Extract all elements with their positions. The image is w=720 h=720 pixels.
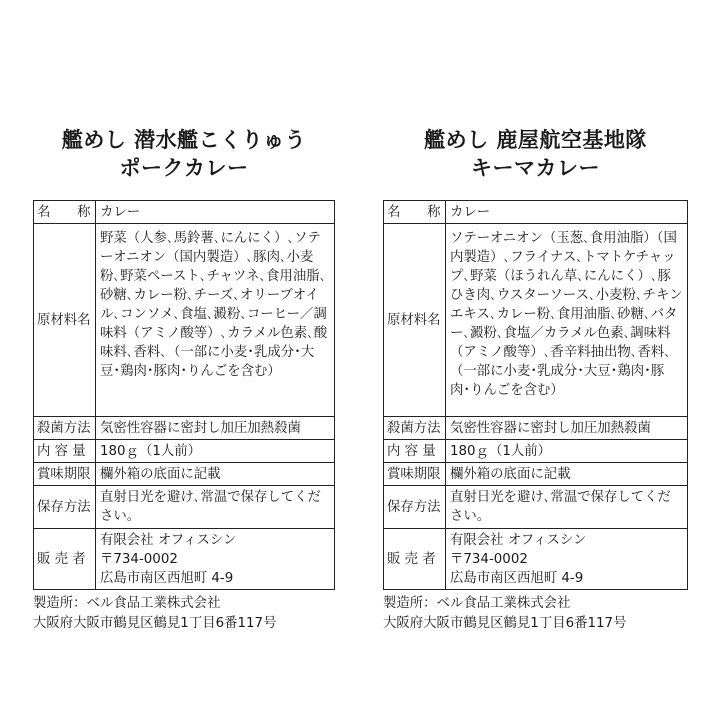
row-content	[384, 440, 688, 463]
row-key: 保存方法	[384, 486, 446, 529]
seller-postcode: 〒734-0002	[100, 551, 178, 567]
row-value: 直射日光を避け､常温で保存してください｡	[96, 486, 335, 529]
row-sterilization	[384, 417, 688, 440]
row-key: 賞味期限	[384, 463, 446, 486]
row-value: 直射日光を避け､常温で保存してください｡	[446, 486, 688, 529]
row-ingredients	[384, 224, 688, 417]
row-key: 原材料名	[384, 224, 446, 417]
row-ingredients	[34, 224, 335, 417]
row-key: 内 容 量	[384, 440, 446, 463]
product-title-line1: 艦めし 潜水艦こくりゅう	[61, 128, 307, 152]
row-value: 180ｇ（1人前）	[96, 440, 335, 463]
row-content	[34, 440, 335, 463]
seller-address: 広島市南区西旭町 4-9	[450, 570, 584, 586]
seller-company: 有限会社 オフィスシン	[450, 532, 587, 548]
manufacturer-info	[383, 594, 626, 634]
seller-postcode: 〒734-0002	[450, 551, 528, 567]
row-key: 原材料名	[34, 224, 96, 417]
row-value	[96, 529, 335, 590]
row-key: 保存方法	[34, 486, 96, 529]
manufacturer-address: 大阪府大阪市鶴見区鶴見1丁目6番117号	[33, 616, 277, 631]
manufacturer-info	[33, 594, 276, 634]
row-key: 内 容 量	[34, 440, 96, 463]
row-value: 気密性容器に密封し加圧加熱殺菌	[96, 417, 335, 440]
row-sterilization	[34, 417, 335, 440]
row-expiry	[34, 463, 335, 486]
row-value: 気密性容器に密封し加圧加熱殺菌	[446, 417, 688, 440]
row-key: 販 売 者	[384, 529, 446, 590]
row-value: 欄外箱の底面に記載	[446, 463, 688, 486]
row-value: 野菜（人参､馬鈴薯､にんにく）､ソテーオニオン（国内製造）､豚肉､小麦粉､野菜ペースト､チャツネ､食用油脂､砂糖､カレー粉､チーズ､オリーブオイル､コンソメ､食塩､澱粉､コーヒー／調味料（アミノ酸等）､カラメル色素､酸味料､香料､（一部に小麦･乳成分･大豆･鶏肉･豚肉･りんごを含む）	[96, 224, 335, 417]
row-name	[384, 201, 688, 224]
row-key: 殺菌方法	[34, 417, 96, 440]
row-key: 販 売 者	[34, 529, 96, 590]
product-title-line1: 艦めし 鹿屋航空基地隊	[424, 128, 647, 152]
row-key: 名 称	[34, 201, 96, 224]
manufacturer-name: 製造所：ベル食品工業株式会社	[383, 596, 571, 611]
row-value: ソテーオニオン（玉葱､食用油脂）（国内製造）､フライナス､トマトケチャップ､野菜（ほうれん草､にんにく）､豚ひき肉､ウスターソース､小麦粉､チキンエキス､カレー粉､食用油脂､砂糖､バター､澱粉､食塩／カラメル色素､調味料（アミノ酸等）､香辛料抽出物､香料､（一部に小麦･乳成分･大豆･鶏肉･豚肉･りんごを含む）	[446, 224, 688, 417]
manufacturer-address: 大阪府大阪市鶴見区鶴見1丁目6番117号	[383, 616, 627, 631]
row-storage	[384, 486, 688, 529]
row-key: 殺菌方法	[384, 417, 446, 440]
row-value: カレー	[96, 201, 335, 224]
row-seller	[34, 529, 335, 590]
row-name	[34, 201, 335, 224]
row-value: 180ｇ（1人前）	[446, 440, 688, 463]
product-title-line2: キーマカレー	[471, 156, 600, 180]
row-value: カレー	[446, 201, 688, 224]
product-title-line2: ポークカレー	[119, 156, 249, 180]
row-storage	[34, 486, 335, 529]
row-key: 賞味期限	[34, 463, 96, 486]
row-value	[446, 529, 688, 590]
nutrition-label-table	[33, 200, 335, 590]
row-value: 欄外箱の底面に記載	[96, 463, 335, 486]
manufacturer-name: 製造所：ベル食品工業株式会社	[33, 596, 221, 611]
seller-address: 広島市南区西旭町 4-9	[100, 570, 234, 586]
row-seller	[384, 529, 688, 590]
nutrition-label-table	[383, 200, 688, 590]
row-key: 名 称	[384, 201, 446, 224]
seller-company: 有限会社 オフィスシン	[100, 532, 237, 548]
row-expiry	[384, 463, 688, 486]
